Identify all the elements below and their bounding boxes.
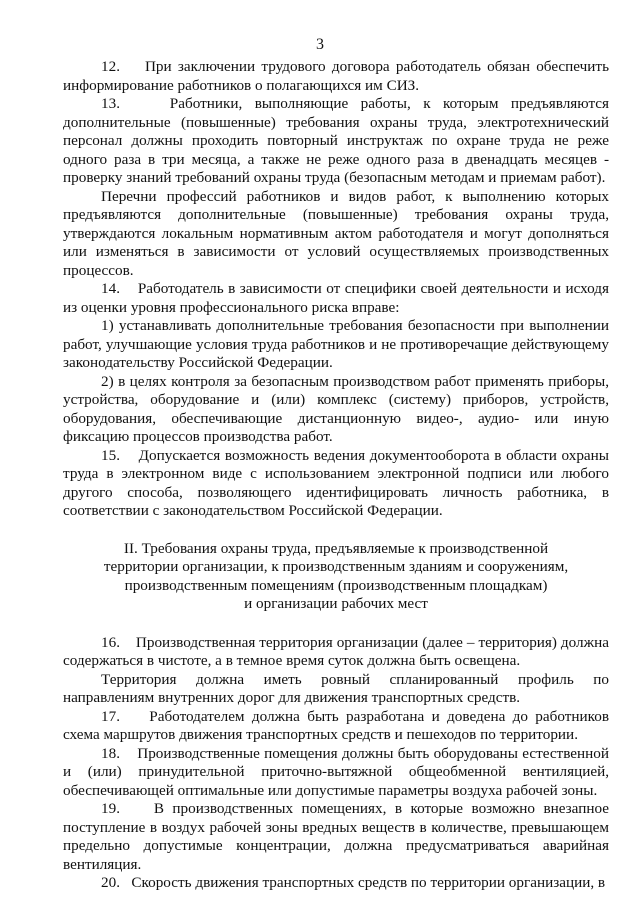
section-heading-line: II. Требования охраны труда, предъявляемые к производственной [123,539,549,557]
page-number: 3 [316,36,324,53]
section-heading-line: и организации рабочих мест [244,595,428,612]
paragraph-20: 20. Скорость движения транспортных средств по территории организации, в [101,874,606,891]
paragraph-19: 19. В производственных помещениях, в которые возможно внезапное поступление в воздух рабочей зоны вредных веществ в количестве, превышающем предельно допустимые концентрации, должна предусматриваться аварийная вентиляция. [63,800,609,873]
paragraph-14-item-2: 2) в целях контроля за безопасным производством работ применять приборы, устройства, оборудование и (или) комплекс (систему) приборов, устройств, оборудования, обеспечивающие дистанционную видео-, аудио- или иную фиксацию процессов производства работ. [63,372,609,445]
paragraph-13-lists: Перечни профессий работников и видов работ, к выполнению которых предъявляются дополнительные (повышенные) требования охраны труда, утверждаются локальным нормативным актом работодателя и могут дополняться или изменяться в зависимости от условий осуществляемых производственных процессов. [63,187,609,279]
section-heading-line: территории организации, к производственным зданиям и сооружениям, [103,558,569,575]
paragraph-16-territory: Территория должна иметь ровный спланированный профиль по направлениям внутренних дорог для движения транспортных средств. [63,670,609,706]
paragraph-15: 15. Допускается возможность ведения документооборота в области охраны труда в электронном виде с использованием электронной подписи или любого другого способа, позволяющего идентифицировать личность работника, в соответствии с законодательством Российской Федерации. [63,446,609,519]
paragraph-17: 17. Работодателем должна быть разработана и доведена до работников схема маршрутов движения транспортных средств и пешеходов по территории. [63,707,609,743]
section-heading [63,540,609,614]
section-heading-line: производственным помещениям (производственным площадкам) [124,576,548,594]
paragraph-14-item-1: 1) устанавливать дополнительные требования безопасности при выполнении работ, улучшающие условия труда работников и не противоречащие действующему законодательству Российской Федерации. [63,317,609,371]
paragraph-14: 14. Работодатель в зависимости от специфики своей деятельности и исходя из оценки уровня профессионального риска вправе: [63,280,609,316]
paragraph-18: 18. Производственные помещения должны быть оборудованы естественной и (или) принудительной приточно-вытяжной общеобменной вентиляцией, обеспечивающей оптимальные или допустимые параметры воздуха рабочей зоны. [63,744,609,799]
paragraph-13: 13. Работники, выполняющие работы, к которым предъявляются дополнительные (повышенные) требования охраны труда, электротехнический персонал должны проходить повторный инструктаж по охране труда не реже одного раза в три месяца, а также не реже одного раза в двенадцать месяцев - проверку знаний требований охраны труда (безопасным методам и приемам работ). [63,95,609,186]
document-body [63,58,609,893]
paragraph-12: 12. При заключении трудового договора работодатель обязан обеспечить информирование работников о полагающихся им СИЗ. [63,58,609,94]
paragraph-16: 16. Производственная территория организации (далее – территория) должна содержаться в чистоте, а в темное время суток должна быть освещена. [63,633,609,669]
